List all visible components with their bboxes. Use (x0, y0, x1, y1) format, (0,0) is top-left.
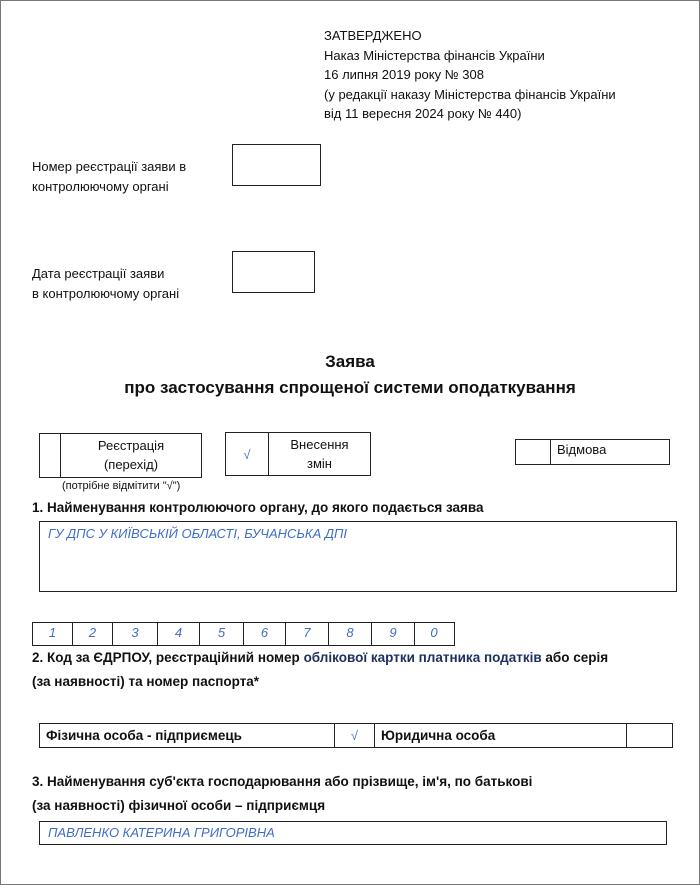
registration-option[interactable] (39, 433, 202, 478)
refusal-option[interactable] (515, 439, 670, 465)
registration-number-label-line1: Номер реєстрації заяви в (32, 159, 187, 174)
approval-block (324, 26, 616, 124)
tax-code-digit: 2 (73, 623, 113, 645)
edition-line-2: від 11 вересня 2024 року № 440) (324, 106, 522, 121)
registration-label-line1: Реєстрація (97, 438, 165, 453)
tax-code-digit: 8 (329, 623, 372, 645)
tax-code-digit: 5 (200, 623, 244, 645)
registration-date-field[interactable] (232, 251, 315, 293)
changes-checkbox[interactable] (226, 433, 269, 475)
section2-heading (32, 650, 608, 665)
authority-name-value: ГУ ДПС У КИЇВСЬКІЙ ОБЛАСТІ, БУЧАНСЬКА ДПІ (48, 526, 348, 541)
section2-heading-part3: або серія (541, 650, 609, 665)
registration-checkbox[interactable] (40, 434, 61, 477)
section2-heading-line2: (за наявності) та номер паспорта* (32, 674, 260, 689)
changes-label-line2: змін (307, 456, 332, 471)
authority-name-field[interactable] (39, 521, 677, 592)
refusal-checkbox[interactable] (516, 440, 551, 464)
changes-checkmark: √ (243, 446, 251, 462)
entity-name-value: ПАВЛЕНКО КАТЕРИНА ГРИГОРІВНА (48, 825, 275, 840)
section3-heading-line2: (за наявності) фізичної особи – підприємця (32, 798, 326, 813)
entity-name-field[interactable] (39, 821, 667, 845)
approved-label: ЗАТВЕРДЖЕНО (324, 28, 422, 43)
registration-date-label-line1: Дата реєстрації заяви (32, 266, 165, 281)
refusal-label: Відмова (557, 442, 607, 457)
changes-option-label (269, 433, 370, 475)
section1-heading: 1. Найменування контролюючого органу, до якого подається заява (32, 500, 484, 515)
tax-code-digit: 3 (113, 623, 158, 645)
registration-number-field[interactable] (232, 144, 321, 186)
registration-number-label-line2: контролюючому органі (32, 179, 169, 194)
registration-number-label (32, 157, 186, 197)
tax-code-digit: 0 (430, 625, 438, 640)
individual-entrepreneur-checkbox[interactable] (335, 724, 375, 747)
order-name: Наказ Міністерства фінансів України (324, 47, 545, 63)
registration-label-line2: (перехід) (103, 457, 159, 472)
individual-checkmark: √ (350, 728, 359, 743)
tax-code-digit: 7 (286, 623, 329, 645)
tax-code-digit: 9 (372, 623, 415, 645)
registration-date-label-line2: в контролюючому органі (32, 286, 180, 301)
changes-label-line1: Внесення (290, 437, 349, 452)
entity-type-row (39, 723, 673, 748)
order-date: 16 липня 2019 року № 308 (324, 67, 484, 82)
tax-code-digit: 1 (33, 623, 73, 645)
form-subtitle: про застосування спрощеної системи оподаткування (124, 378, 576, 397)
section3-heading: 3. Найменування суб'єкта господарювання або прізвище, ім'я, по батькові (32, 774, 533, 789)
section2-heading-part1: 2. Код за ЄДРПОУ, реєстраційний номер (32, 650, 304, 665)
changes-option[interactable] (225, 432, 371, 476)
registration-date-label (32, 264, 179, 304)
tax-code-digit: 4 (158, 623, 200, 645)
legal-entity-checkbox[interactable] (627, 724, 672, 747)
tax-code-digit: 6 (244, 623, 286, 645)
registration-option-label (61, 434, 201, 477)
individual-entrepreneur-label: Фізична особа - підприємець (40, 724, 335, 747)
edition-line-1: (у редакції наказу Міністерства фінансів України (324, 86, 616, 102)
legal-entity-label: Юридична особа (375, 724, 627, 747)
form-title: Заява (325, 352, 375, 371)
section2-heading-part2: облікової картки платника податків (303, 650, 542, 665)
tax-code-field[interactable] (32, 622, 455, 646)
check-hint: (потрібне відмітити "√") (62, 480, 181, 492)
